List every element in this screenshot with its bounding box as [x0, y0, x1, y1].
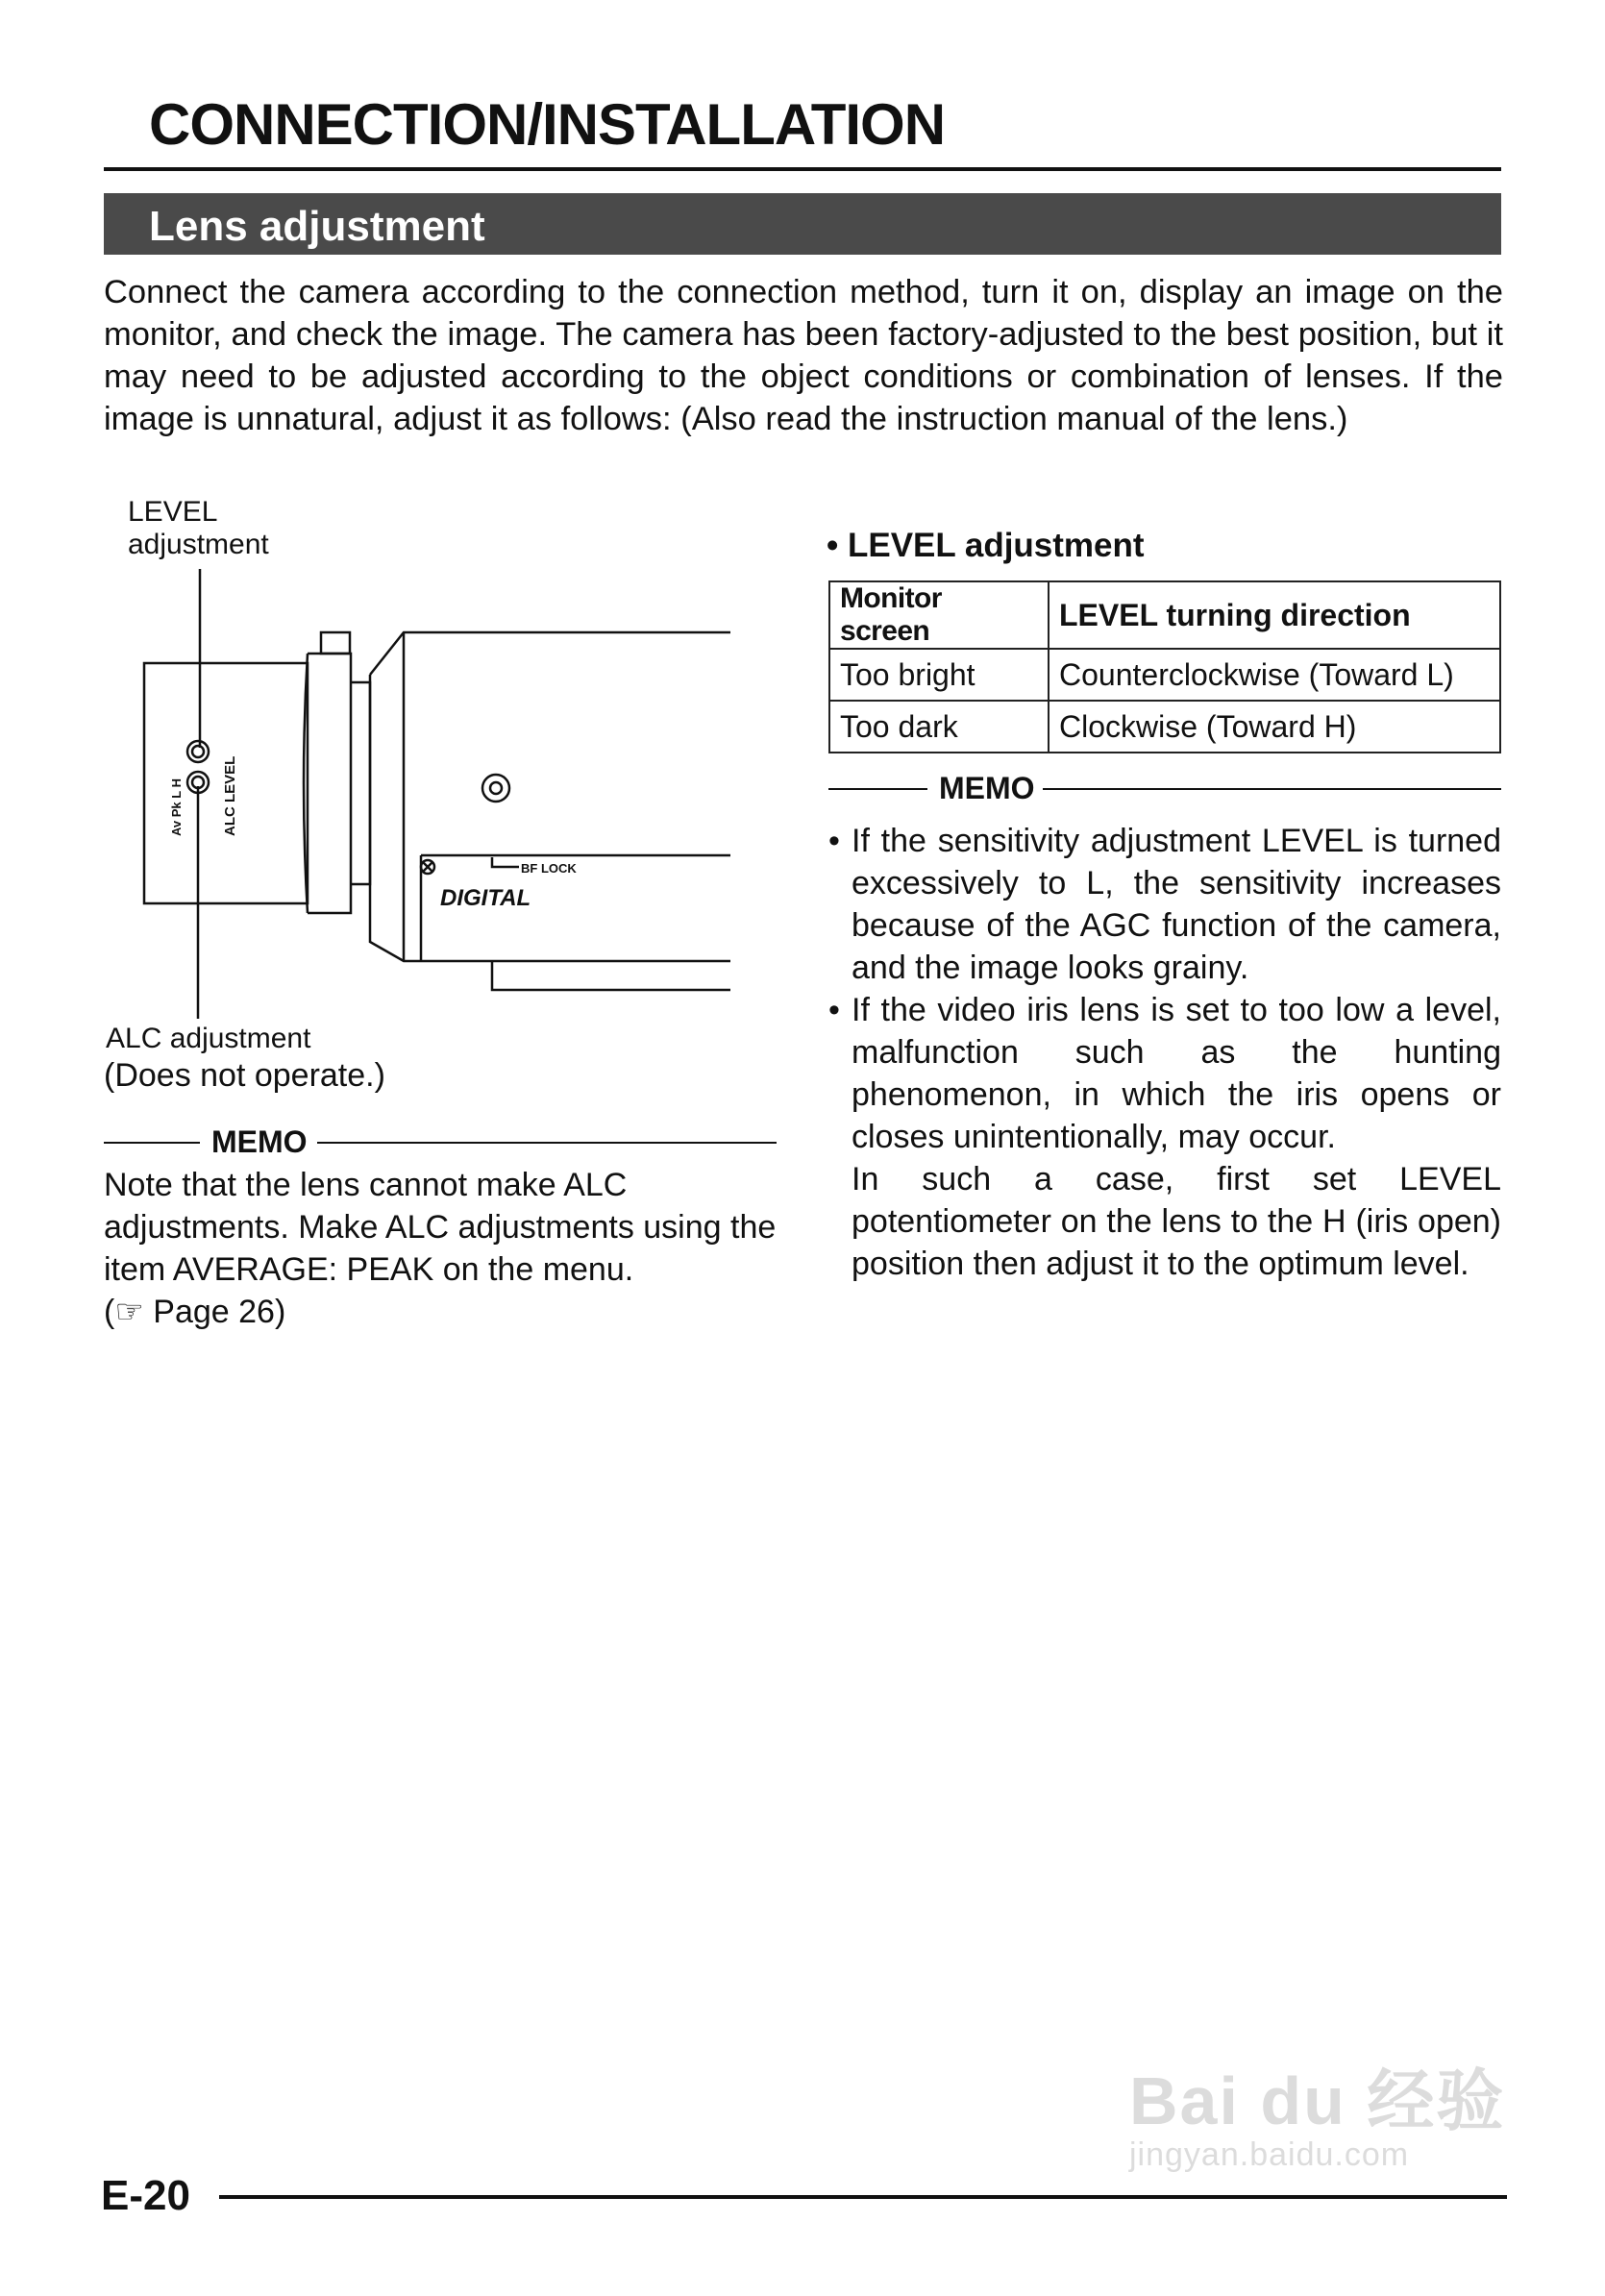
hand-pointer-icon: ☞	[114, 1294, 144, 1330]
page-title: CONNECTION/INSTALLATION	[149, 92, 946, 157]
watermark-url: jingyan.baidu.com	[1129, 2136, 1410, 2173]
page-number: E-20	[101, 2172, 190, 2219]
table-header-cell: LEVEL turning direction	[1049, 581, 1500, 649]
page-reference-text: Page 26	[153, 1294, 275, 1330]
table-cell: Counterclockwise (Toward L)	[1049, 649, 1500, 701]
memo-list-item	[828, 820, 1501, 989]
table-header-row	[829, 581, 1500, 649]
memo-item-text: If the sensitivity adjustment LEVEL is turned excessively to L, the sensitivity increases because of the AGC function of the camera, and the image looks grainy.	[852, 823, 1501, 986]
lens-switch-text: Av Pk L H	[169, 778, 184, 836]
bullet-icon: •	[828, 823, 840, 859]
level-label-line1: LEVEL	[128, 496, 218, 528]
bf-lock-text: BF LOCK	[521, 861, 577, 876]
alc-label: ALC adjustment	[106, 1023, 311, 1054]
camera-lens-diagram	[135, 557, 750, 1038]
intro-paragraph: Connect the camera according to the connection method, turn it on, display an image on the monitor, and check the image. The camera has been factory-adjusted to the best position, but it may need to be adjusted according to the object conditions or combination of lenses. If the image is unnatural, adjust it as follows: (Also read the instruction manual of the lens.)	[104, 274, 1503, 437]
memo-left-body	[104, 1164, 777, 1333]
section-header	[104, 193, 1501, 255]
bullet-icon: •	[828, 992, 840, 1028]
level-adjustment-heading: • LEVEL adjustment	[827, 527, 1145, 564]
memo-followup-text: In such a case, first set LEVEL potentiometer on the lens to the H (iris open) position then adjust it to the optimum level.	[852, 1161, 1501, 1282]
page-reference[interactable]: (☞ Page 26)	[104, 1294, 286, 1330]
footer-rule	[219, 2195, 1507, 2199]
memo-left-heading	[104, 1124, 777, 1160]
section-title: Lens adjustment	[149, 203, 485, 250]
lens-alc-level-text: ALC LEVEL	[222, 755, 238, 836]
lens-ring	[308, 654, 351, 913]
table-row	[829, 701, 1500, 753]
camera-top-edge	[370, 632, 730, 675]
table-cell: Too bright	[829, 649, 1049, 701]
memo-list-item	[828, 989, 1501, 1285]
level-knob-outer	[187, 741, 209, 762]
alc-note: (Does not operate.)	[104, 1057, 385, 1094]
table-cell: Too dark	[829, 701, 1049, 753]
level-label	[128, 496, 269, 561]
camera-base	[492, 961, 730, 990]
table-header-cell: Monitor screen	[829, 581, 1049, 649]
level-adjustment-table	[828, 580, 1501, 753]
level-label-line2: adjustment	[128, 529, 269, 560]
baidu-watermark	[1129, 2047, 1505, 2174]
camera-brand-text: DIGITAL	[440, 885, 531, 911]
table-cell: Clockwise (Toward H)	[1049, 701, 1500, 753]
memo-left-title: MEMO	[211, 1124, 308, 1159]
title-rule	[104, 167, 1501, 171]
lens-knob	[321, 632, 350, 654]
memo-left	[104, 1124, 777, 1333]
memo-left-text: Note that the lens cannot make ALC adjustments. Make ALC adjustments using the item AVERAGE: PEAK on the menu.	[104, 1167, 777, 1288]
memo-right	[828, 771, 1501, 1285]
memo-item-text: If the video iris lens is set to too low a level, malfunction such as the hunting phenomenon, in which the iris opens or closes unintentionally, may occur.	[852, 992, 1501, 1155]
watermark-logo-text: Bai du 经验	[1129, 2063, 1506, 2138]
camera-front	[370, 675, 730, 961]
table-row	[829, 649, 1500, 701]
memo-right-title: MEMO	[939, 771, 1035, 805]
screw-icon	[482, 775, 509, 802]
memo-right-heading	[828, 771, 1501, 806]
memo-right-list	[828, 820, 1501, 1285]
